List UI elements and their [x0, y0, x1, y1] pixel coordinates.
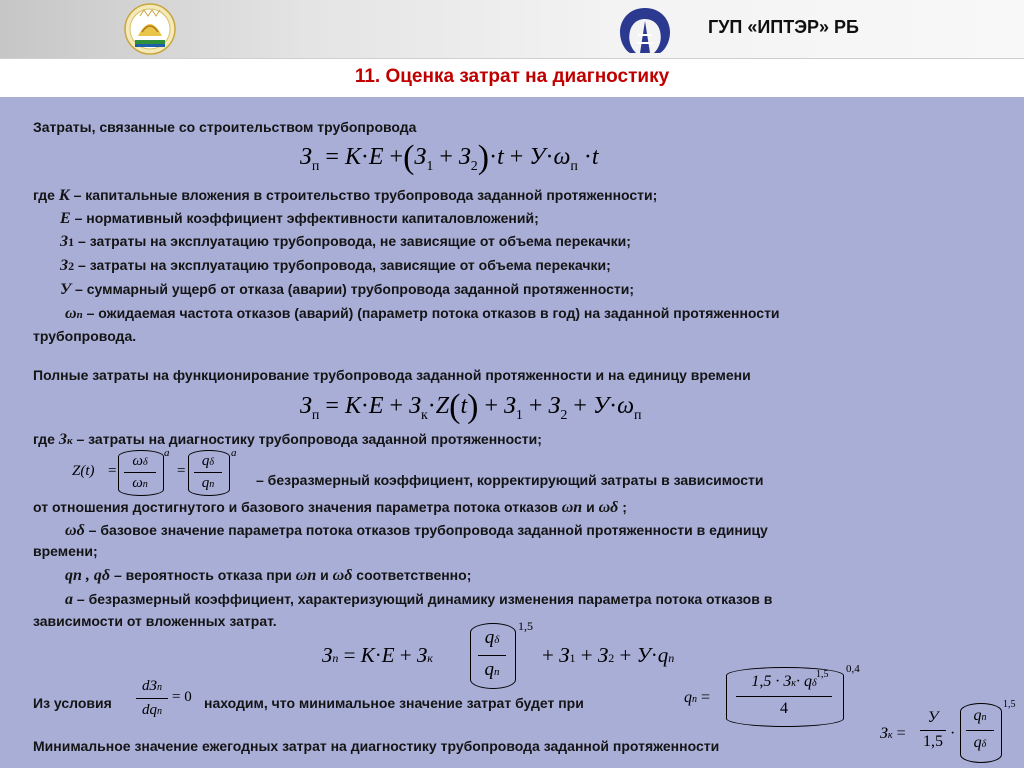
- definition-Zk: где Зк – затраты на диагностику трубопровода заданной протяженности;: [33, 431, 542, 448]
- definition-q: qп , qδ – вероятность отказа при ωп и ωδ соответственно;: [65, 567, 472, 584]
- header-bar: [0, 0, 1024, 58]
- min-costs-text: Минимальное значение ежегодных затрат на диагностику трубопровода заданной протяженности: [33, 738, 720, 754]
- slide-content: Затраты, связанные со строительством трубопровода $З_п = К\cdot Е +(З_1 + З_2)\cdot t + У\cdot\omega_п \cdot t$ где К – капитальные вложения в строительство трубопровода заданной протяженности; Е – нормативный коэффициент эффективности капиталовложений; З1 – затраты на эксплуатацию трубопровода, не зависящие от объема перекачки; З2 – затраты на эксплуатацию трубопровода, зависящие от объема перекачки; У – суммарный ущерб от отказа (аварии) трубопровода заданной протяженности; ωп – ожидаемая частота отказов (аварий) (параметр потока отказов в год) на заданной протяженности трубопровода. Полные затраты на функционирование трубопровода заданной протяженности и на единицу времени $З_п = К\cdot Е + З_к\cdot Z(t) + З_1 + З_2 + У\cdot\omega_п$ где Зк – затраты на диагностику трубопровода заданной протяженности; Z(t) = ωδ ωп a = qδ qп a – безразмерный коэффициент, корректирующий затраты в зависимости от отношения достигнутого и базового значения параметра потока отказов ωп и ωδ ; ωδ – базовое значение параметра потока отказов трубопровода заданной протяженности в единицу времени; qп , qδ – вероятность отказа при ωп и ωδ соответственно; а – безразмерный коэффициент, характеризующий динамику изменения параметра потока отказов в зависимости от вложенных затрат. Зп = К·Е + Зк qδ qп 1,5 + З1 + З2 + У·qп Из условия dЗп dqп = 0 находим, что минимальное значение затрат будет при qп = 1,5 · Зк· qδ 1,5 4 0,4 Минимальное значение ежегодных затрат на диагностику трубопровода заданной протяженности Зк = У 1,5 · qп qδ 1,5: [0, 97, 1024, 768]
- organization-name: ГУП «ИПТЭР» РБ: [708, 17, 859, 37]
- definition-a: а – безразмерный коэффициент, характеризующий динамику изменения параметра потока отказов в: [65, 591, 773, 608]
- bashkortostan-emblem-icon: [122, 2, 178, 56]
- definition-omega-base: ωδ – базовое значение параметра потока отказов трубопровода заданной протяженности в единицу: [65, 522, 768, 539]
- definition-Z2: З2 – затраты на эксплуатацию трубопровода, зависящие от объема перекачки;: [60, 257, 611, 274]
- definition-U: У – суммарный ущерб от отказа (аварии) трубопровода заданной протяженности;: [60, 281, 635, 298]
- intro-text: Затраты, связанные со строительством трубопровода: [33, 119, 417, 135]
- ipter-logo-icon: [616, 5, 674, 55]
- definition-E: Е – нормативный коэффициент эффективности капиталовложений;: [60, 210, 539, 227]
- slide-title: 11. Оценка затрат на диагностику: [354, 66, 670, 87]
- definition-K: где К – капитальные вложения в строительство трубопровода заданной протяженности;: [33, 187, 658, 204]
- ratio-line: от отношения достигнутого и базового значения параметра потока отказов ωп и ωδ ;: [33, 499, 627, 516]
- formula-construction-costs: $З_п = К\cdot Е +(З_1 + З_2)\cdot t + У\cdot\omega_п \cdot t$: [300, 139, 599, 176]
- condition-result: находим, что минимальное значение затрат будет при: [204, 695, 584, 711]
- condition-label: Из условия: [33, 695, 112, 711]
- definition-omega-base-cont: времени;: [33, 543, 98, 559]
- definition-omega: ωп – ожидаемая частота отказов (аварий) (параметр потока отказов в год) на заданной протяженности: [65, 305, 780, 322]
- definition-omega-cont: трубопровода.: [33, 328, 137, 344]
- definition-a-cont: зависимости от вложенных затрат.: [33, 613, 277, 629]
- formula-full-costs: $З_п = К\cdot Е + З_к\cdot Z(t) + З_1 + З_2 + У\cdot\omega_п$: [300, 388, 642, 425]
- definition-Z1: З1 – затраты на эксплуатацию трубопровода, не зависящие от объема перекачки;: [60, 233, 631, 250]
- full-costs-text: Полные затраты на функционирование трубопровода заданной протяженности и на единицу времени: [33, 367, 751, 383]
- title-bar: [0, 58, 1024, 97]
- coefficient-description: – безразмерный коэффициент, корректирующий затраты в зависимости: [256, 472, 764, 488]
